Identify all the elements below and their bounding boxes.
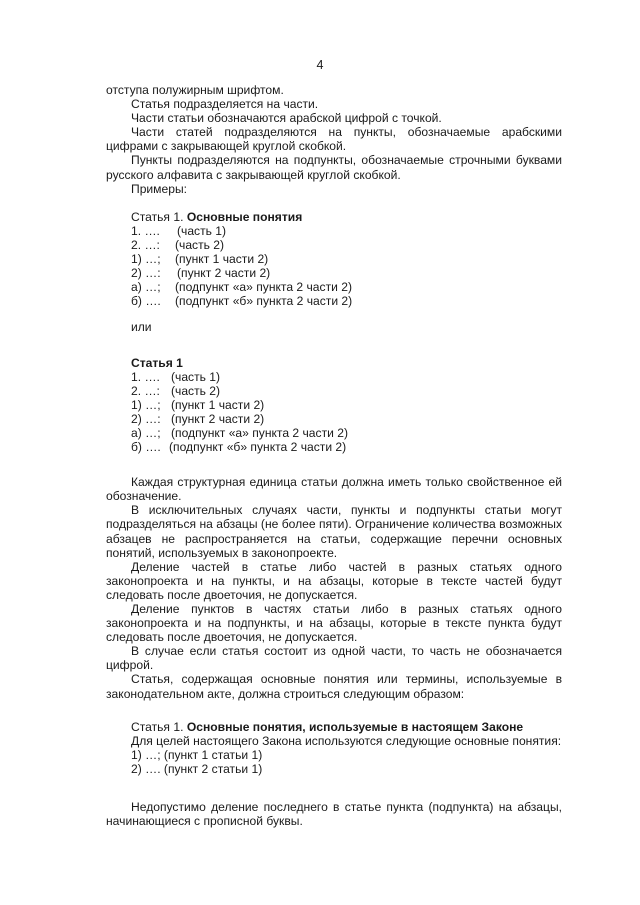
item-desc: (пункт 1 части 2) — [171, 397, 265, 412]
example-2-heading — [131, 356, 562, 370]
item-mark: 2) …: — [131, 266, 161, 281]
paragraph: Статья, содержащая основные понятия или термины, используемые в законодательном акте, должна строиться следующим образом: — [106, 672, 562, 701]
paragraph: отступа полужирным шрифтом. — [106, 83, 284, 97]
list-item — [131, 412, 562, 426]
paragraph: Деление пунктов в частях статьи либо в разных статьях одного законопроекта и на подпункты, и на абзацы, которые в тексте пункта будут следовать после двоеточия, не допускается. — [106, 602, 562, 645]
item-desc: (пункт 1 части 2) — [175, 252, 269, 267]
list-item: 2) …. (пункт 2 статьи 1) — [131, 761, 263, 776]
paragraph: Статья подразделяется на части. — [131, 97, 319, 112]
page-content — [106, 83, 562, 828]
list-item — [131, 280, 562, 294]
item-mark: б) …. — [131, 440, 161, 455]
item-mark: 1) …; — [131, 397, 161, 412]
paragraph: В случае если статья состоит из одной части, то часть не обозначается цифрой. — [106, 644, 562, 673]
paragraph: Для целей настоящего Закона используются следующие основные понятия: — [131, 733, 562, 748]
item-mark: 2. …: — [131, 383, 160, 398]
item-desc: (подпункт «б» пункта 2 части 2) — [169, 440, 347, 455]
item-desc: (пункт 2 части 2) — [177, 266, 271, 281]
example-1-title: Основные понятия — [186, 209, 303, 224]
paragraph: Каждая структурная единица статьи должна иметь только свойственное ей обозначение. — [106, 475, 562, 504]
item-mark: 1. …. — [131, 223, 160, 238]
item-desc: (пункт 2 части 2) — [171, 411, 265, 426]
paragraph: В исключительных случаях части, пункты и подпункты статьи могут подразделяться на абзацы (не более пяти). Ограничение количества возможных абзацев не распространяется на статьи, содержащие перечни основных понятий, используемых в законопроекте. — [106, 503, 562, 560]
item-mark: 2) …: — [131, 411, 161, 426]
item-mark: а) …; — [131, 425, 161, 440]
item-desc: (часть 1) — [171, 369, 221, 384]
list-item — [131, 398, 562, 412]
paragraph: Части статей подразделяются на пункты, обозначаемые арабскими цифрами с закрывающей круглой скобкой. — [106, 125, 562, 154]
paragraph: Примеры: — [131, 181, 187, 196]
list-item — [131, 370, 562, 384]
or-text: или — [131, 320, 152, 335]
paragraph: Пункты подразделяются на подпункты, обозначаемые строчными буквами русского алфавита с закрывающей круглой скобкой. — [106, 153, 562, 182]
example-3-heading — [131, 720, 562, 734]
example-3-title: Основные понятия, используемые в настоящем Законе — [186, 719, 524, 734]
list-item — [131, 294, 562, 308]
example-2-title: Статья 1 — [131, 355, 183, 370]
list-item — [131, 238, 562, 252]
item-desc: (подпункт «а» пункта 2 части 2) — [171, 425, 348, 440]
list-item — [131, 224, 562, 238]
paragraph: Части статьи обозначаются арабской цифрой с точкой. — [131, 111, 442, 126]
item-desc: (подпункт «б» пункта 2 части 2) — [175, 294, 353, 309]
item-desc: (часть 1) — [177, 223, 227, 238]
list-item — [131, 426, 562, 440]
item-mark: 2. …: — [131, 237, 160, 252]
list-item — [131, 384, 562, 398]
item-desc: (часть 2) — [175, 237, 225, 252]
item-mark: 1. …. — [131, 369, 160, 384]
example-1-heading — [131, 210, 562, 224]
item-mark: б) …. — [131, 294, 161, 309]
example-1-prefix: Статья 1. — [131, 209, 184, 224]
example-3-prefix: Статья 1. — [131, 719, 184, 734]
item-mark: 1) …; — [131, 252, 161, 267]
item-desc: (подпункт «а» пункта 2 части 2) — [175, 280, 352, 295]
list-item — [131, 440, 562, 454]
paragraph: Недопустимо деление последнего в статье пункта (подпункта) на абзацы, начинающиеся с прописной буквы. — [106, 800, 562, 829]
list-item — [131, 252, 562, 266]
list-item: 1) …; (пункт 1 статьи 1) — [131, 747, 263, 762]
item-mark: а) …; — [131, 280, 161, 295]
list-item — [131, 266, 562, 280]
paragraph: Деление частей в статье либо частей в разных статьях одного законопроекта и на пункты, и на абзацы, которые в тексте частей будут следовать после двоеточия, не допускается. — [106, 559, 562, 602]
page-number: 4 — [316, 58, 324, 72]
item-desc: (часть 2) — [171, 383, 221, 398]
